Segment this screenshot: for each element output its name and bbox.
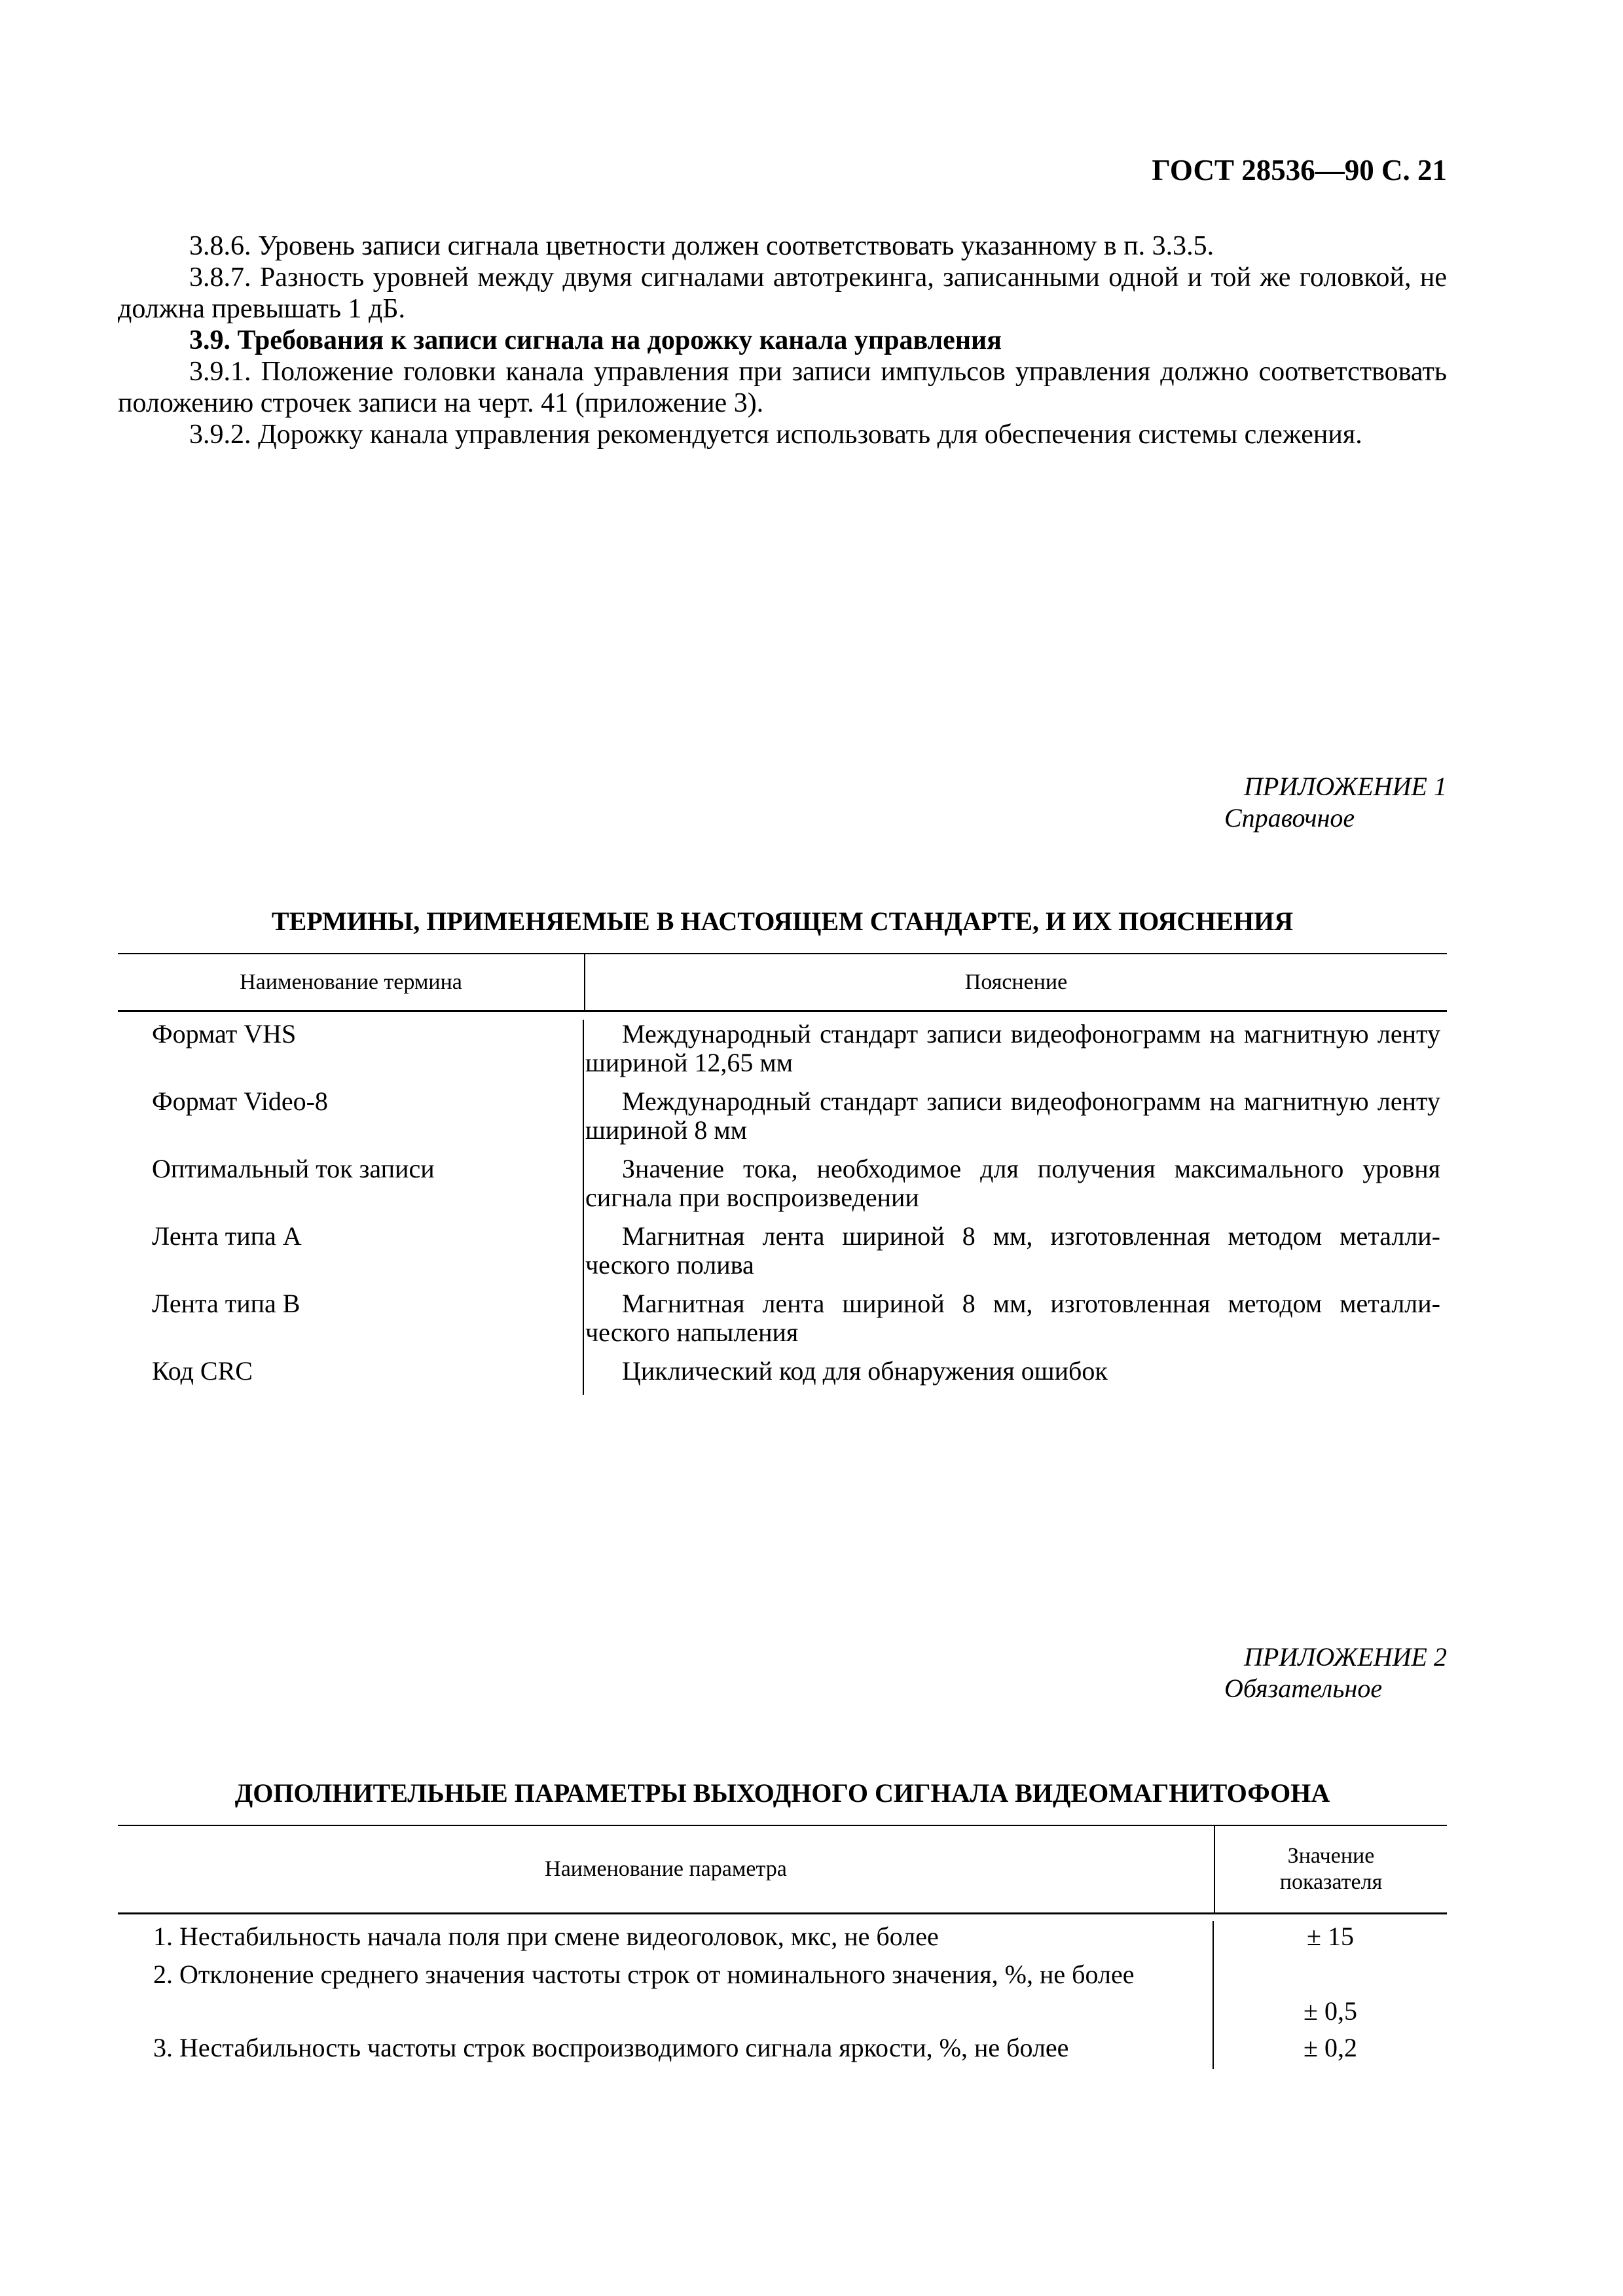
terms-table xyxy=(118,953,1447,1395)
explanation-text: Значение тока, необходимое для получения максимального уровня сигнала при воспроизведении xyxy=(585,1154,1440,1212)
explanation-cell xyxy=(584,1155,1447,1222)
explanation-cell xyxy=(584,1222,1447,1289)
appendix-1-label xyxy=(1048,771,1447,834)
explanation-text: Международный стандарт записи видеофонограмм на магнитную ленту шириной 12,65 мм xyxy=(585,1019,1440,1077)
parameter-name: 2. Отклонение среднего значения частоты строк от номинального значения, %, не более xyxy=(118,1959,1214,2032)
column-header-value xyxy=(1215,1826,1447,1912)
explanation-text: Международный стандарт записи видеофонограмм на магнитную ленту шириной 8 мм xyxy=(585,1086,1440,1145)
term-cell: Код CRC xyxy=(118,1357,584,1395)
column-header-term: Наименование термина xyxy=(118,954,585,1010)
table-row xyxy=(118,1959,1447,2032)
table-row xyxy=(118,1087,1447,1155)
term-cell: Формат Video-8 xyxy=(118,1087,584,1155)
explanation-cell xyxy=(584,1087,1447,1155)
parameter-name: 3. Нестабильность частоты строк воспроизводимого сигнала яркости, %, не более xyxy=(118,2032,1214,2069)
parameter-name: 1. Нестабильность начала поля при смене видеоголовок, мкс, не более xyxy=(118,1921,1214,1959)
term-cell: Лента типа В xyxy=(118,1289,584,1357)
appendix-2-label xyxy=(1048,1641,1447,1704)
table-row xyxy=(118,1222,1447,1289)
appendix-1-title: ПРИЛОЖЕНИЕ 1 xyxy=(1244,772,1447,801)
explanation-cell xyxy=(584,1357,1447,1395)
table-row xyxy=(118,1155,1447,1222)
column-header-value-line1: Значение xyxy=(1287,1844,1375,1868)
paragraph-3-9-1: 3.9.1. Положение головки канала управления при записи импульсов управления должно соответствовать положению строчек записи на черт. 41 (приложение 3). xyxy=(118,357,1447,418)
explanation-text: Магнитная лента шириной 8 мм, изготовленная методом металли-ческого полива xyxy=(585,1221,1440,1280)
table-row xyxy=(118,1020,1447,1087)
parameters-table-body xyxy=(118,1914,1447,2069)
paragraph-3-8-6: 3.8.6. Уровень записи сигнала цветности должен соответствовать указанному в п. 3.3.5. xyxy=(189,231,1214,261)
explanation-cell xyxy=(584,1289,1447,1357)
parameter-value: ± 0,5 xyxy=(1304,1996,1357,2026)
column-header-parameter: Наименование параметра xyxy=(118,1826,1215,1912)
term-cell: Оптимальный ток записи xyxy=(118,1155,584,1222)
explanation-text: Магнитная лента шириной 8 мм, изготовленная методом металли-ческого напыления xyxy=(585,1289,1440,1347)
term-cell: Лента типа А xyxy=(118,1222,584,1289)
column-header-explanation: Пояснение xyxy=(964,969,1068,994)
page-header: ГОСТ 28536—90 С. 21 xyxy=(1152,154,1447,187)
terms-table-header xyxy=(118,953,1447,1012)
section-text xyxy=(118,230,1447,450)
appendix-1-type: Справочное xyxy=(1224,803,1355,833)
column-header-value-line2: показателя xyxy=(1279,1870,1383,1894)
table-row xyxy=(118,1921,1447,1959)
parameter-value: ± 15 xyxy=(1307,1922,1354,1951)
explanation-text: Циклический код для обнаружения ошибок xyxy=(622,1356,1108,1386)
terms-table-body xyxy=(118,1012,1447,1395)
paragraph-3-8-7: 3.8.7. Разность уровней между двумя сигналами автотрекинга, записанными одной и той же головкой, не должна превышать 1 дБ. xyxy=(118,262,1447,324)
parameters-table-header xyxy=(118,1825,1447,1914)
table-row xyxy=(118,1357,1447,1395)
parameters-table-title: ДОПОЛНИТЕЛЬНЫЕ ПАРАМЕТРЫ ВЫХОДНОГО СИГНАЛА ВИДЕОМАГНИТОФОНА xyxy=(234,1778,1330,1808)
paragraph-3-9-2: 3.9.2. Дорожку канала управления рекомендуется использовать для обеспечения системы слежения. xyxy=(189,420,1362,450)
appendix-2-title: ПРИЛОЖЕНИЕ 2 xyxy=(1244,1642,1447,1672)
section-heading-3-9: 3.9. Требования к записи сигнала на дорожку канала управления xyxy=(189,325,1002,355)
parameter-value: ± 0,2 xyxy=(1304,2033,1357,2062)
table-row xyxy=(118,2032,1447,2069)
term-cell: Формат VHS xyxy=(118,1020,584,1087)
parameters-table xyxy=(118,1825,1447,2069)
terms-table-title: ТЕРМИНЫ, ПРИМЕНЯЕМЫЕ В НАСТОЯЩЕМ СТАНДАРТЕ, И ИХ ПОЯСНЕНИЯ xyxy=(271,906,1294,936)
appendix-2-type: Обязательное xyxy=(1224,1674,1383,1703)
table-row xyxy=(118,1289,1447,1357)
explanation-cell xyxy=(584,1020,1447,1087)
